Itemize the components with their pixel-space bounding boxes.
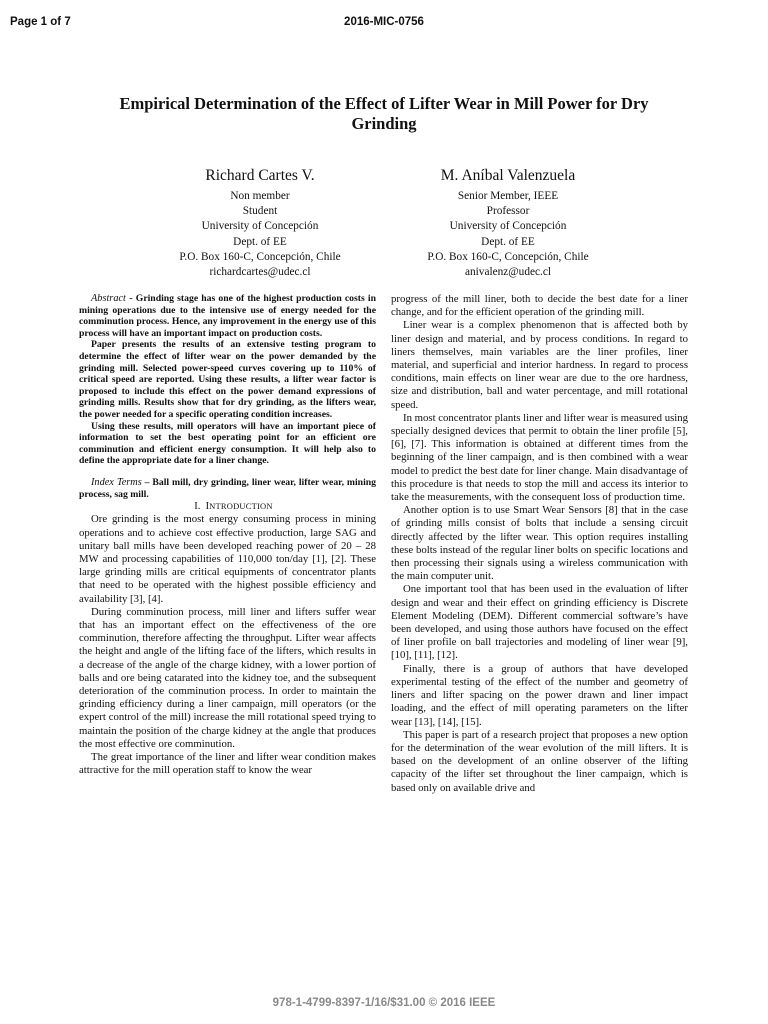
abstract-label: Abstract - — [91, 293, 133, 304]
author-dept: Dept. of EE — [233, 235, 287, 248]
author-block-2 — [378, 165, 638, 280]
left-column — [79, 293, 376, 777]
index-terms-label: Index Terms — [91, 476, 142, 488]
paper-title: Empirical Determination of the Effect of Lifter Wear in Mill Power for Dry Grinding — [119, 94, 649, 133]
author-name: Richard Cartes V. — [205, 167, 315, 184]
right-column — [391, 293, 688, 795]
body-paragraph: In most concentrator plants liner and lifter wear is measured using specially designed devices that permit to obtain the liner profile [5], [6], [7]. This information is obtained at different times from the beginning of the liner campaign, and is then combined with a wear model to predict the best date for liner change. Main disadvantage of this procedure is that needs to stop the mill and access its interior to take the measurements, with the consequent loss of production time. — [391, 411, 688, 504]
abstract-paragraph: Paper presents the results of an extensive testing program to determine the effect of lifter wear on the power demanded by the grinding mill. Selected power-speed curves covering up to 110% of critical speed are reported. Using these results, a lifter wear factor is proposed to include this effect on the power demand expressions of grinding mills. Results show that for dry grinding, as the lifters wear, the power needed for a specific operating condition increases. — [79, 339, 376, 420]
abstract — [79, 293, 376, 500]
body-paragraph: Finally, there is a group of authors that have developed experimental testing of the effect of the number and geometry of liners and lifter spacing on the power drawn and liner impact loading, and the effect of mill operating parameters on the lifter wear [13], [14], [15]. — [391, 662, 688, 728]
section-title-rest: NTRODUCTION — [209, 501, 273, 512]
index-terms — [79, 477, 376, 500]
author-email: richardcartes@udec.cl — [209, 266, 311, 279]
body-paragraph: Another option is to use Smart Wear Sensors [8] that in the case of grinding mills consist of bolts that include a sensing circuit directly affected by the lifter wear. This option requires installing these bolts instead of the regular liner bolts on specific locations and then processing their signals using a wireless communication with the main computer unit. — [391, 504, 688, 583]
body-paragraph: Liner wear is a complex phenomenon that is affected both by liner design and material, and by process conditions. In regard to liners themselves, main variables are the liner profiles, liner material, and superficial and interior hardness. In regard to process conditions, main effects on liner wear are due to the ore hardness, size and distribution, ball and water percentage, and mill rotational speed. — [391, 319, 688, 411]
author-address: P.O. Box 160-C, Concepción, Chile — [179, 250, 341, 263]
copyright-footer: 978-1-4799-8397-1/16/$31.00 © 2016 IEEE — [272, 997, 496, 1009]
abstract-paragraph — [79, 293, 376, 339]
abstract-text: Grinding stage has one of the highest production costs in mining operations due to the intensive use of energy needed for the comminution process. Hence, any improvement in the energy use of this process will have an important impact on production costs. — [79, 293, 376, 339]
section-numeral: I. — [194, 501, 201, 513]
author-university: University of Concepción — [201, 220, 319, 233]
author-address: P.O. Box 160-C, Concepción, Chile — [427, 250, 589, 263]
author-email: anivalenz@udec.cl — [465, 266, 551, 279]
body-paragraph: Ore grinding is the most energy consuming process in mining operations and to achieve cost effective production, large SAG and unitary ball mills have been developed reaching power of 20 – 28 MW and processing capabilities of 110,000 ton/day [1], [2]. These large grinding mills are critical equipments of concentrator plants that need to be operated with the highest possible efficiency and availability [3], [4]. — [79, 513, 376, 605]
body-paragraph: This paper is part of a research project that proposes a new option for the determination of the wear evolution of the mill lifters. It is based on the development of an online observer of the lifting capacity of the lifter set throughout the liner campaign, which is based only on available drive and — [391, 728, 688, 794]
author-membership: Non member — [230, 190, 290, 202]
body-paragraph: One important tool that has been used in the evaluation of lifter design and wear and their effect on grinding efficiency is Discrete Element Modeling (DEM). Different commercial software’s have been developed, and using those authors have focused on the effect of liner profile on ball trajectories and modeling of liner wear [9], [10], [11], [12]. — [391, 583, 688, 662]
author-name: M. Aníbal Valenzuela — [440, 167, 576, 184]
index-terms-text: – Ball mill, dry grinding, liner wear, lifter wear, mining process, sag mill. — [79, 476, 376, 500]
paper-id: 2016-MIC-0756 — [344, 16, 424, 28]
author-dept: Dept. of EE — [481, 235, 535, 248]
author-position: Student — [242, 205, 278, 218]
page-number: Page 1 of 7 — [10, 16, 71, 28]
author-block-1 — [130, 165, 390, 280]
author-position: Professor — [486, 205, 530, 218]
body-paragraph: progress of the mill liner, both to decide the best date for a liner change, and for the efficient operation of the grinding mill. — [391, 293, 688, 319]
body-paragraph: During comminution process, mill liner and lifters suffer wear that has an important effect on the effectiveness of the ore comminution, therefore affecting the throughput. Lifter wear affects the height and angle of the lifting face of the lifters, which results in a decrease of the angle of the charge kidney, with a lower portion of balls and ore being catarated into the kidney toe, and the subsequent deterioration of the comminution process. In order to maintain the grinding efficiency during a liner campaign, mill operators (or the expert control of the mill) increase the mill rotational speed trying to maintain the position of the charge kidney at the angle that produces the most effective ore comminution. — [79, 605, 376, 750]
author-university: University of Concepción — [449, 220, 567, 233]
abstract-paragraph: Using these results, mill operators will have an important piece of information to set the best operating point for an efficient ore comminution and efficient energy consumption. It will help also to define the appropriate date for a liner change. — [79, 420, 376, 467]
body-paragraph: The great importance of the liner and lifter wear condition makes attractive for the mill operation staff to know the wear — [79, 750, 376, 777]
section-heading — [79, 500, 376, 513]
section-initial: I — [205, 501, 210, 513]
author-membership: Senior Member, IEEE — [457, 190, 559, 202]
